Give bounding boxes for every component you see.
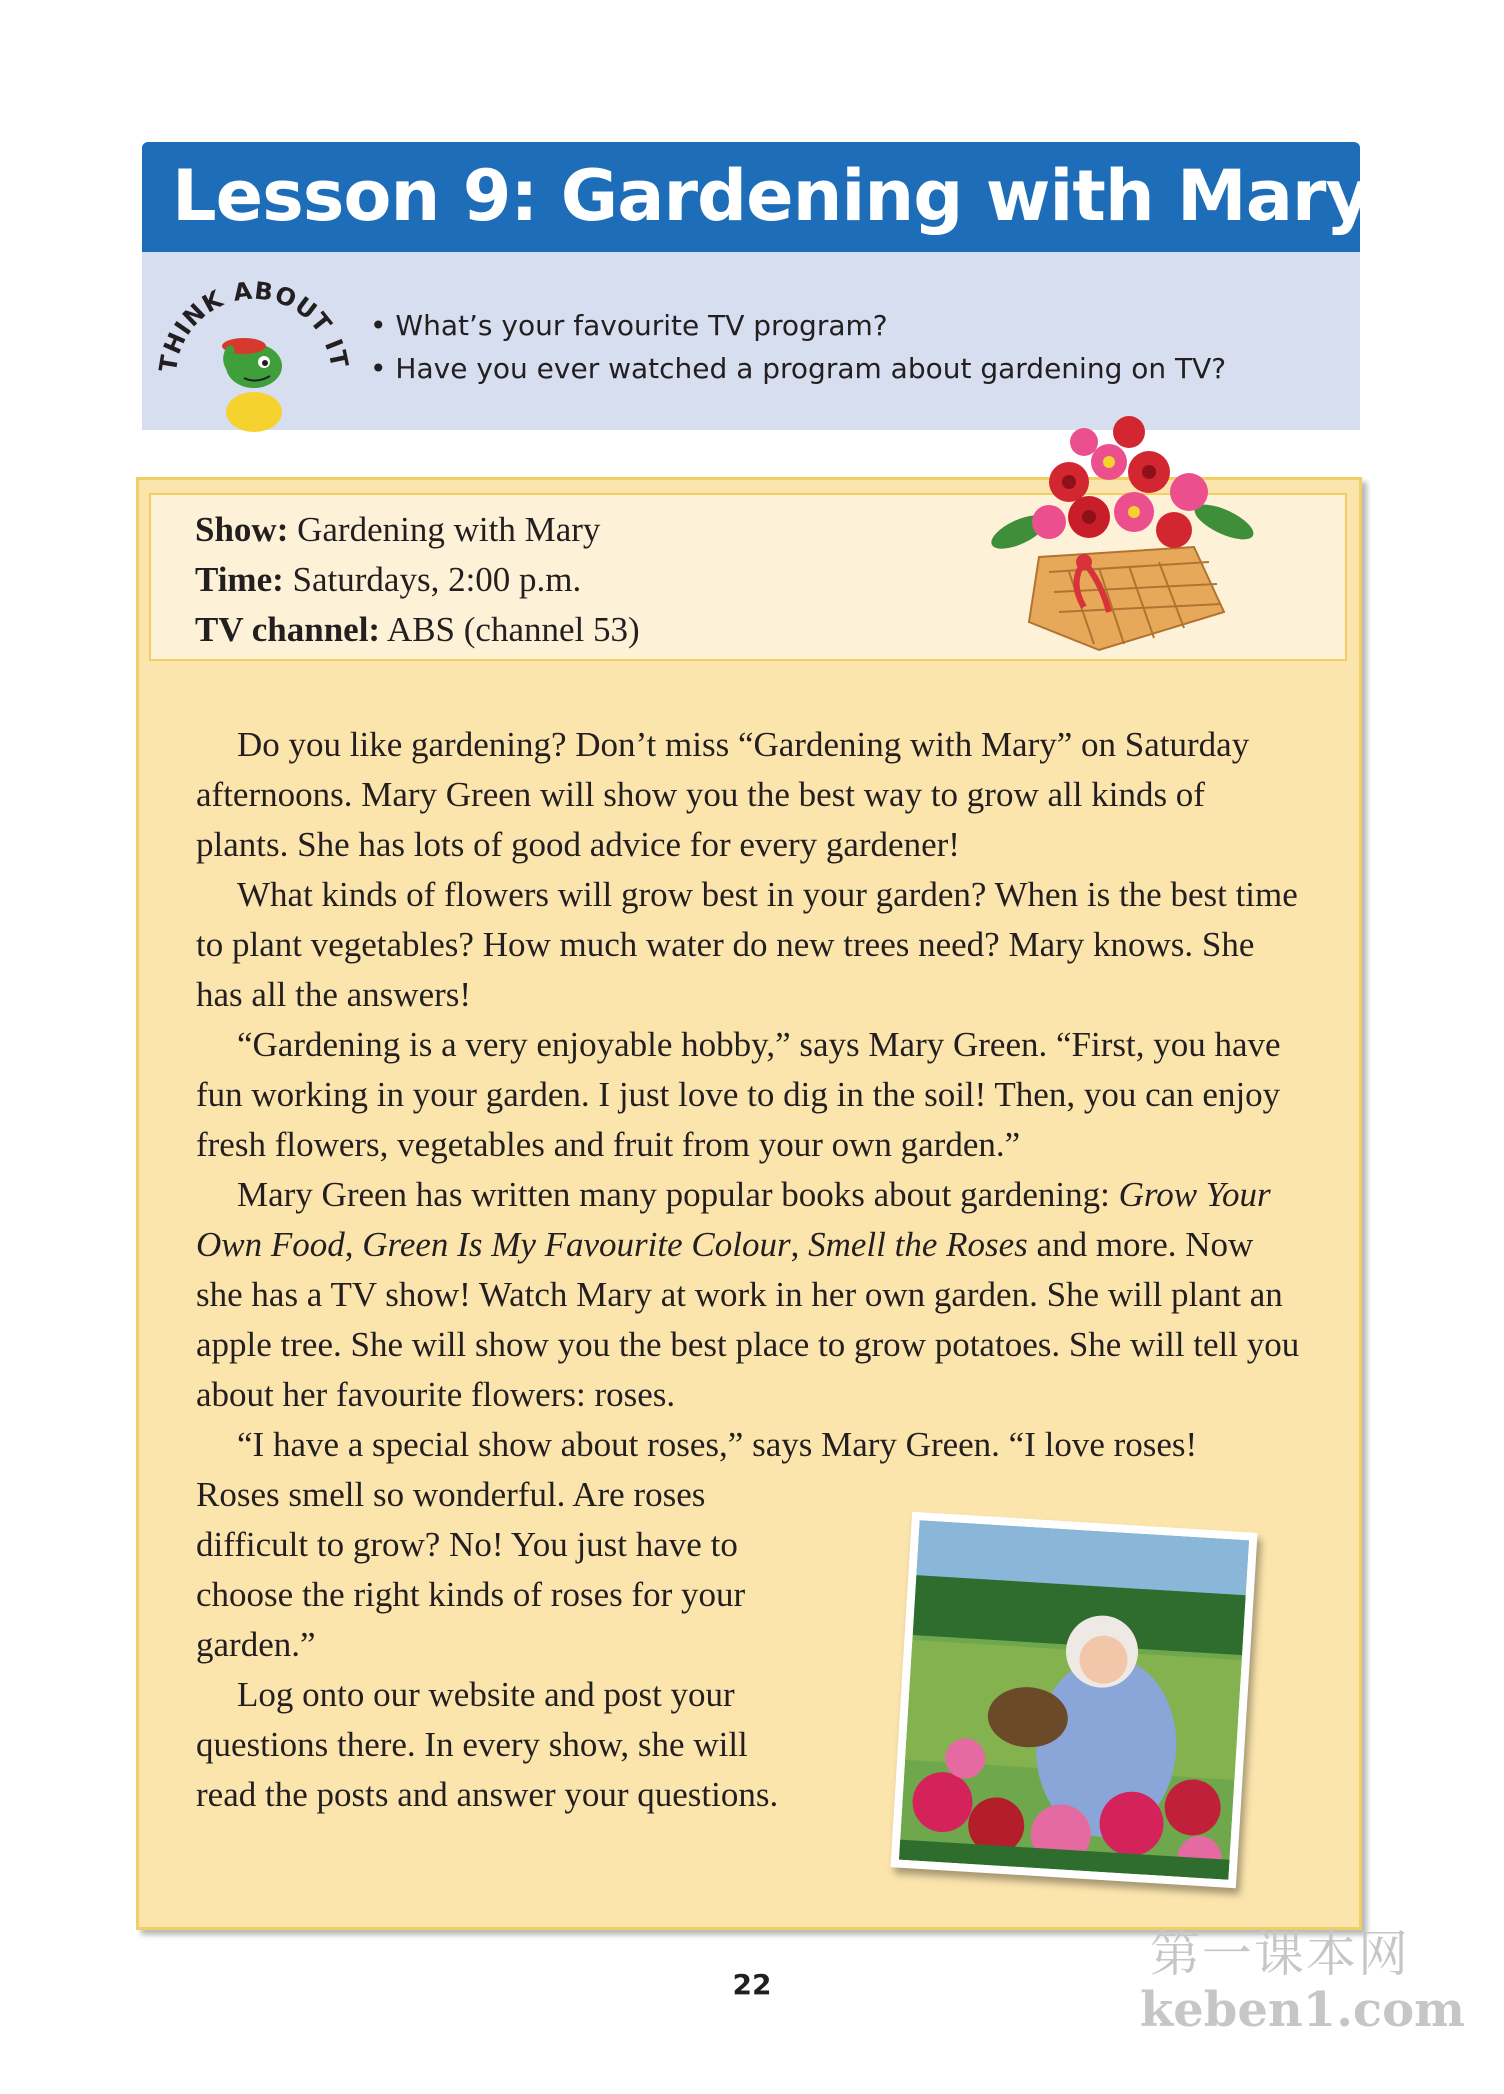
flower-basket-illustration xyxy=(989,412,1259,662)
channel-line xyxy=(195,605,640,655)
article-paragraph: “Gardening is a very enjoyable hobby,” says Mary Green. “First, you have fun working in your garden. I just love to dig in the soil! Then, you can enjoy fresh flowers, vegetables and fruit from your own garden.” xyxy=(196,1025,1281,1164)
gardener-photo xyxy=(890,1512,1257,1888)
book-title: Smell the Roses xyxy=(808,1225,1028,1264)
article-paragraph: What kinds of flowers will grow best in your garden? When is the best time to plant vegetables? How much water do new trees need? Mary knows. She has all the answers! xyxy=(196,875,1298,1014)
think-about-it-box xyxy=(142,252,1360,430)
time-label: Time: xyxy=(195,560,284,599)
watermark-line: keben1.com xyxy=(1140,1982,1465,2038)
question-item: • Have you ever watched a program about gardening on TV? xyxy=(370,347,1226,390)
flower-basket-icon xyxy=(1029,547,1224,650)
separator: , xyxy=(790,1225,809,1264)
article-paragraph xyxy=(196,1170,1306,1420)
show-line xyxy=(195,505,640,555)
roses xyxy=(1032,416,1208,548)
lesson-title: Lesson 9: Gardening with Mary xyxy=(172,155,1371,237)
article-paragraph: Log onto our website and post your questions there. In every show, she will read the posts and answer your questions. xyxy=(196,1675,779,1814)
channel-label: TV channel: xyxy=(195,610,381,649)
lesson-title-bar xyxy=(142,142,1371,252)
think-about-it-logo xyxy=(154,272,364,432)
show-label: Show: xyxy=(195,510,289,549)
article-paragraph: Roses smell so wonderful. Are roses difficult to grow? No! You just have to choose the right kinds of roses for your garden.” xyxy=(196,1475,746,1664)
think-about-it-text: THINK ABOUT IT xyxy=(154,276,354,374)
time-line xyxy=(195,555,640,605)
article-panel xyxy=(136,477,1362,1930)
separator: , xyxy=(344,1225,363,1264)
page-number: 22 xyxy=(732,1968,772,2001)
think-about-it-questions xyxy=(370,304,1226,390)
book-title: Green Is My Favourite Colour xyxy=(362,1225,791,1264)
frog-mascot-icon xyxy=(222,338,282,432)
article-paragraph: Do you like gardening? Don’t miss “Gardening with Mary” on Saturday afternoons. Mary Green will show you the best way to grow all kinds of plants. She has lots of good advice for every gardener! xyxy=(196,725,1250,864)
paragraph-text: Mary Green has written many popular books about gardening: xyxy=(237,1175,1119,1214)
gardener-photo-image xyxy=(899,1520,1249,1880)
show-value: Gardening with Mary xyxy=(288,510,601,549)
watermark xyxy=(1140,1924,1465,2038)
paragraph-text: and more. Now she has a TV show! Watch Mary at work in her own garden. She will plant an apple tree. She will show you the best place to grow potatoes. She will tell you about her favourite flowers: roses. xyxy=(196,1225,1300,1414)
book-title: Grow Your Own Food xyxy=(196,1175,1271,1264)
channel-value: ABS (channel 53) xyxy=(380,610,640,649)
watermark-line: 第一课本网 xyxy=(1150,1925,1410,1983)
article-paragraph: “I have a special show about roses,” says Mary Green. “I love roses! xyxy=(237,1425,1198,1464)
question-item: • What’s your favourite TV program? xyxy=(370,304,1226,347)
time-value: Saturdays, 2:00 p.m. xyxy=(283,560,582,599)
